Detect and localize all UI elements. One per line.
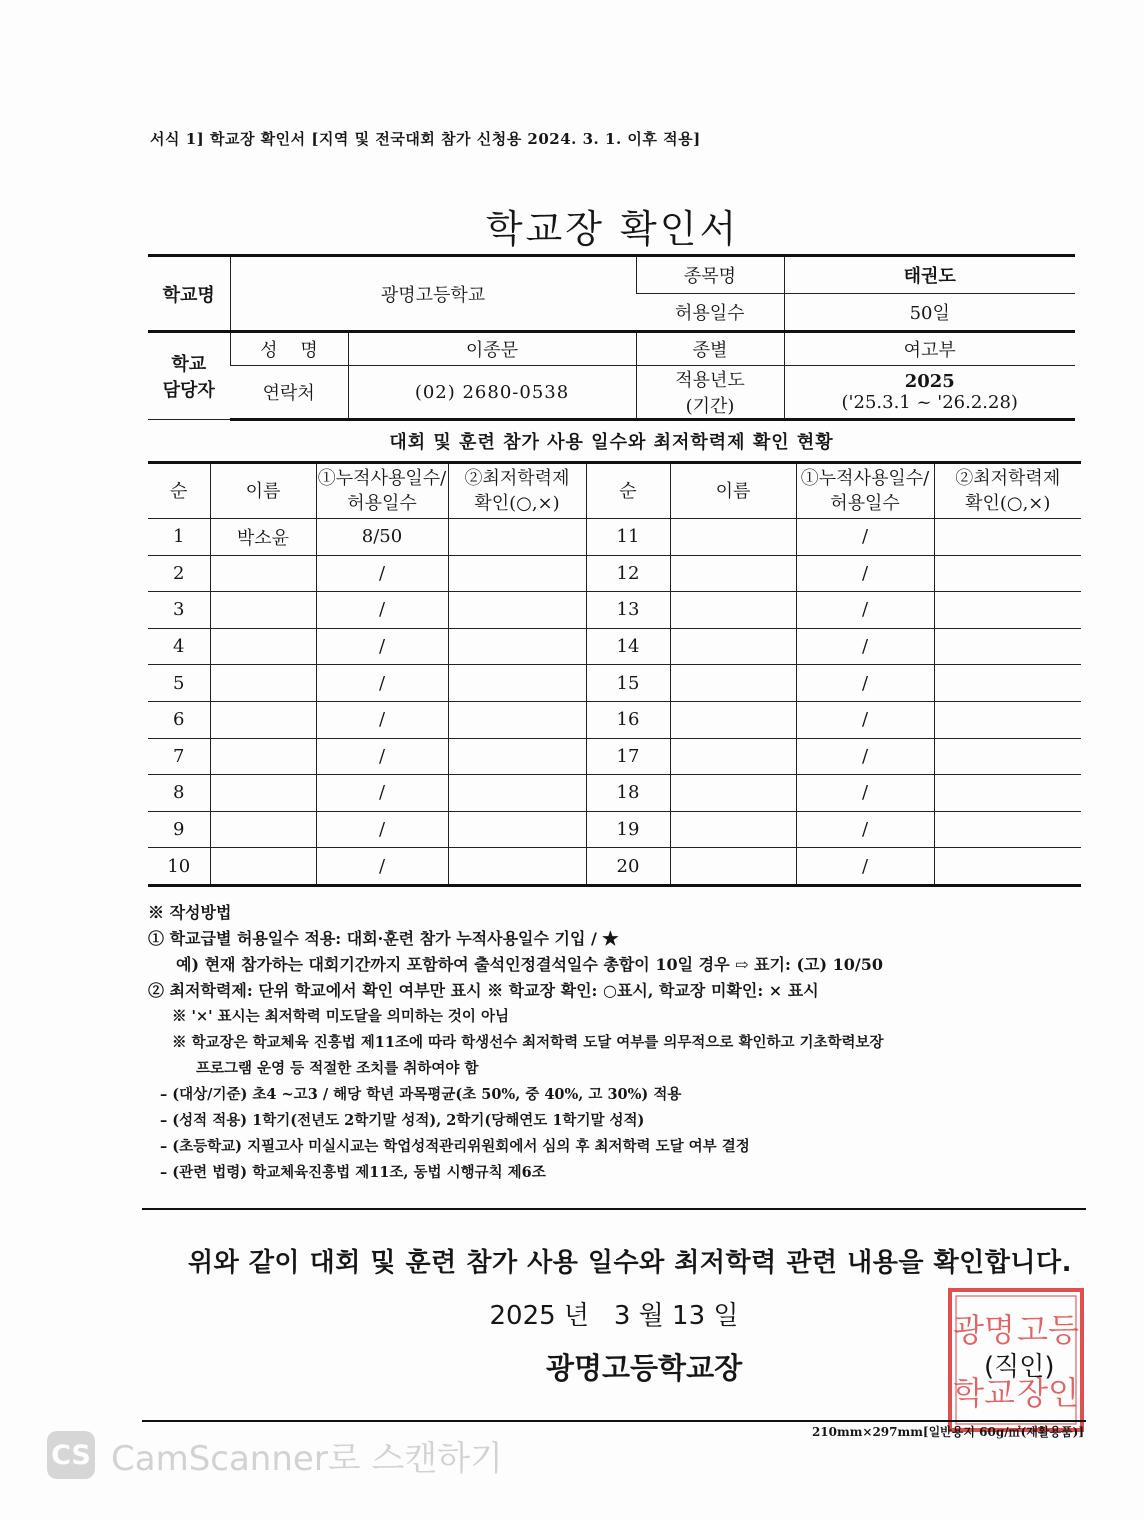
row-min-academic-2 (934, 555, 1081, 592)
row-name (210, 848, 316, 886)
row-days-2: / (796, 555, 934, 592)
category-value: 여고부 (784, 332, 1075, 366)
header-no-2: 순 (586, 463, 670, 519)
table-row (148, 848, 1081, 886)
row-name-2 (670, 665, 796, 702)
row-min-academic-2 (934, 775, 1081, 812)
row-number: 7 (148, 738, 210, 775)
row-name (210, 592, 316, 629)
status-table-title: 대회 및 훈련 참가 사용 일수와 최저학력제 확인 현황 (389, 432, 834, 453)
notes-line-5: ※ 학교장은 학교체육 진흥법 제11조에 따라 학생선수 최저학력 도달 여부를 의무적으로 확인하고 기초학력보장 (172, 1034, 884, 1051)
svg-text:광명: 광명 (953, 1311, 1015, 1349)
notes-line-3: ② 최저학력제: 단위 학교에서 확인 여부만 표시 ※ 학교장 확인: ○표시, 학교장 미확인: × 표시 (148, 981, 819, 1000)
row-name-2 (670, 555, 796, 592)
row-days-2: / (796, 592, 934, 629)
row-days: / (316, 555, 448, 592)
row-number-2: 14 (586, 628, 670, 665)
row-number: 8 (148, 775, 210, 812)
header-name-2: 이름 (670, 463, 796, 519)
sport-label: 종목명 (636, 256, 784, 294)
manager-label (148, 332, 230, 420)
row-number: 4 (148, 628, 210, 665)
notes-line-8: – (성적 적용) 1학기(전년도 2학기말 성적), 2학기(당해연도 1학기말 성적) (160, 1112, 645, 1129)
row-name (210, 665, 316, 702)
row-number: 1 (148, 519, 210, 556)
row-days: / (316, 701, 448, 738)
row-days-2: / (796, 811, 934, 848)
header-no: 순 (148, 463, 210, 519)
row-min-academic (448, 848, 586, 886)
header-days-2-line1: ①누적사용일수/ (800, 468, 930, 489)
row-number-2: 16 (586, 701, 670, 738)
year-value (784, 366, 1075, 420)
year-label (636, 366, 784, 420)
contact-value: (02) 2680-0538 (348, 366, 636, 420)
camscanner-text: CamScanner로 스캔하기 (111, 1438, 503, 1479)
row-number-2: 13 (586, 592, 670, 629)
row-days: / (316, 665, 448, 702)
row-min-academic-2 (934, 592, 1081, 629)
row-min-academic (448, 775, 586, 812)
row-min-academic (448, 592, 586, 629)
row-name-2 (670, 738, 796, 775)
table-row (148, 775, 1081, 812)
row-min-academic (448, 738, 586, 775)
divider-top (142, 1208, 1086, 1210)
table-row (148, 592, 1081, 629)
row-number-2: 15 (586, 665, 670, 702)
allowed-days-label: 허용일수 (636, 294, 784, 332)
notes-line-4: ※ '×' 표시는 최저학력 미도달을 의미하는 것이 아님 (172, 1008, 509, 1025)
row-name (210, 701, 316, 738)
row-name-2 (670, 811, 796, 848)
row-days: / (316, 775, 448, 812)
notes-line-7: – (대상/기준) 초4 ~고3 / 해당 학년 과목평균(초 50%, 중 40%, 고 30%) 적용 (160, 1086, 682, 1103)
header-name: 이름 (210, 463, 316, 519)
row-name-2 (670, 628, 796, 665)
camscanner-logo-icon: CS (47, 1431, 95, 1479)
row-min-academic-2 (934, 519, 1081, 556)
table-row (148, 665, 1081, 702)
row-number: 10 (148, 848, 210, 886)
category-label: 종별 (636, 332, 784, 366)
row-name (210, 811, 316, 848)
row-days-2: / (796, 701, 934, 738)
row-number-2: 20 (586, 848, 670, 886)
status-table (148, 461, 1081, 887)
row-days-2: / (796, 628, 934, 665)
school-name-label: 학교명 (148, 256, 230, 332)
header-min-line1: ②최저학력제 (464, 468, 570, 489)
row-days: / (316, 592, 448, 629)
row-name-2 (670, 519, 796, 556)
svg-text:학교: 학교 (953, 1374, 1015, 1412)
manager-name-value: 이종문 (348, 332, 636, 366)
table-row (148, 628, 1081, 665)
svg-text:고등: 고등 (1017, 1311, 1079, 1349)
notes-heading: ※ 작성방법 (148, 903, 232, 922)
row-name-2 (670, 592, 796, 629)
row-min-academic (448, 811, 586, 848)
notes-line-6: 프로그램 운영 등 적절한 조치를 취하여야 함 (196, 1060, 479, 1077)
year-value-year: 2025 (904, 371, 955, 392)
notes-line-10: – (관련 법령) 학교체육진흥법 제11조, 동법 시행규칙 제6조 (160, 1164, 546, 1181)
table-row (148, 701, 1081, 738)
header-min-2-line1: ②최저학력제 (955, 468, 1061, 489)
header-days-line2: 허용일수 (347, 493, 417, 514)
row-days-2: / (796, 665, 934, 702)
row-min-academic-2 (934, 811, 1081, 848)
year-label-line1: 적용년도 (675, 370, 745, 391)
notes-line-1: ① 학교급별 허용일수 적용: 대회·훈련 참가 누적사용일수 기입 / ★ (148, 929, 619, 948)
row-min-academic (448, 701, 586, 738)
contact-label: 연락처 (230, 366, 348, 420)
table-row (148, 519, 1081, 556)
row-days-2: / (796, 775, 934, 812)
header-days (316, 463, 448, 519)
year-value-period: ('25.3.1 ~ '26.2.28) (841, 392, 1018, 413)
row-name-2 (670, 775, 796, 812)
school-name-value: 광명고등학교 (230, 256, 636, 332)
header-days-2-line2: 허용일수 (830, 493, 900, 514)
row-min-academic-2 (934, 628, 1081, 665)
row-min-academic-2 (934, 665, 1081, 702)
divider-bottom (142, 1420, 1086, 1422)
header-min-academic-2 (934, 463, 1081, 519)
row-name (210, 555, 316, 592)
row-name (210, 628, 316, 665)
manager-name-label: 성 명 (230, 332, 348, 366)
header-days-line1: ①누적사용일수/ (317, 468, 447, 489)
manager-label-line1: 학교 (171, 354, 207, 375)
row-min-academic-2 (934, 701, 1081, 738)
table-row (148, 555, 1081, 592)
table-row (148, 738, 1081, 775)
row-number: 9 (148, 811, 210, 848)
row-name: 박소윤 (210, 519, 316, 556)
row-days: 8/50 (316, 519, 448, 556)
info-table (148, 254, 1075, 421)
table-row (148, 811, 1081, 848)
row-number: 3 (148, 592, 210, 629)
row-days-2: / (796, 738, 934, 775)
row-name (210, 775, 316, 812)
row-name (210, 738, 316, 775)
row-number-2: 18 (586, 775, 670, 812)
row-name-2 (670, 848, 796, 886)
row-days-2: / (796, 519, 934, 556)
row-days: / (316, 811, 448, 848)
header-min-line2: 확인(○,×) (474, 493, 560, 514)
row-days: / (316, 738, 448, 775)
row-number: 2 (148, 555, 210, 592)
status-table-body (148, 519, 1081, 886)
header-min-academic (448, 463, 586, 519)
row-min-academic (448, 555, 586, 592)
document-title: 학교장 확인서 (485, 207, 740, 251)
row-min-academic-2 (934, 738, 1081, 775)
row-number-2: 17 (586, 738, 670, 775)
row-number: 6 (148, 701, 210, 738)
confirmation-date: 2025 년 3 월 13 일 (489, 1301, 739, 1331)
row-min-academic-2 (934, 848, 1081, 886)
row-name-2 (670, 701, 796, 738)
row-days-2: / (796, 848, 934, 886)
row-number-2: 19 (586, 811, 670, 848)
manager-label-line2: 담당자 (162, 380, 215, 401)
seal-note: (직인) (984, 1352, 1055, 1382)
writing-instructions (148, 900, 1098, 1186)
sport-value: 태권도 (784, 256, 1075, 294)
row-number-2: 12 (586, 555, 670, 592)
paper-spec: 210mm×297mm[일반용지 60g/㎡(재활용품)] (811, 1425, 1084, 1439)
header-min-2-line2: 확인(○,×) (965, 493, 1051, 514)
row-days: / (316, 848, 448, 886)
row-min-academic (448, 628, 586, 665)
row-number-2: 11 (586, 519, 670, 556)
form-caption: 서식 1] 학교장 확인서 [지역 및 전국대회 참가 신청용 2024. 3. 1. 이후 적용] (150, 130, 701, 148)
row-min-academic (448, 665, 586, 702)
svg-text:장인: 장인 (1017, 1374, 1079, 1412)
notes-line-9: – (초등학교) 지필고사 미실시교는 학업성적관리위원회에서 심의 후 최저학력 도달 여부 결정 (160, 1138, 750, 1155)
row-number: 5 (148, 665, 210, 702)
row-days: / (316, 628, 448, 665)
principal-signature-line: 광명고등학교장 (546, 1351, 743, 1385)
year-label-line2: (기간) (685, 396, 735, 417)
camscanner-watermark (47, 1430, 503, 1480)
confirmation-statement: 위와 같이 대회 및 훈련 참가 사용 일수와 최저학력 관련 내용을 확인합니다. (188, 1248, 1072, 1278)
header-days-2 (796, 463, 934, 519)
row-min-academic (448, 519, 586, 556)
allowed-days-value: 50일 (784, 294, 1075, 332)
notes-line-2: 예) 현재 참가하는 대회기간까지 포함하여 출석인정결석일수 총합이 10일 경우 ⇨ 표기: (고) 10/50 (176, 955, 884, 974)
